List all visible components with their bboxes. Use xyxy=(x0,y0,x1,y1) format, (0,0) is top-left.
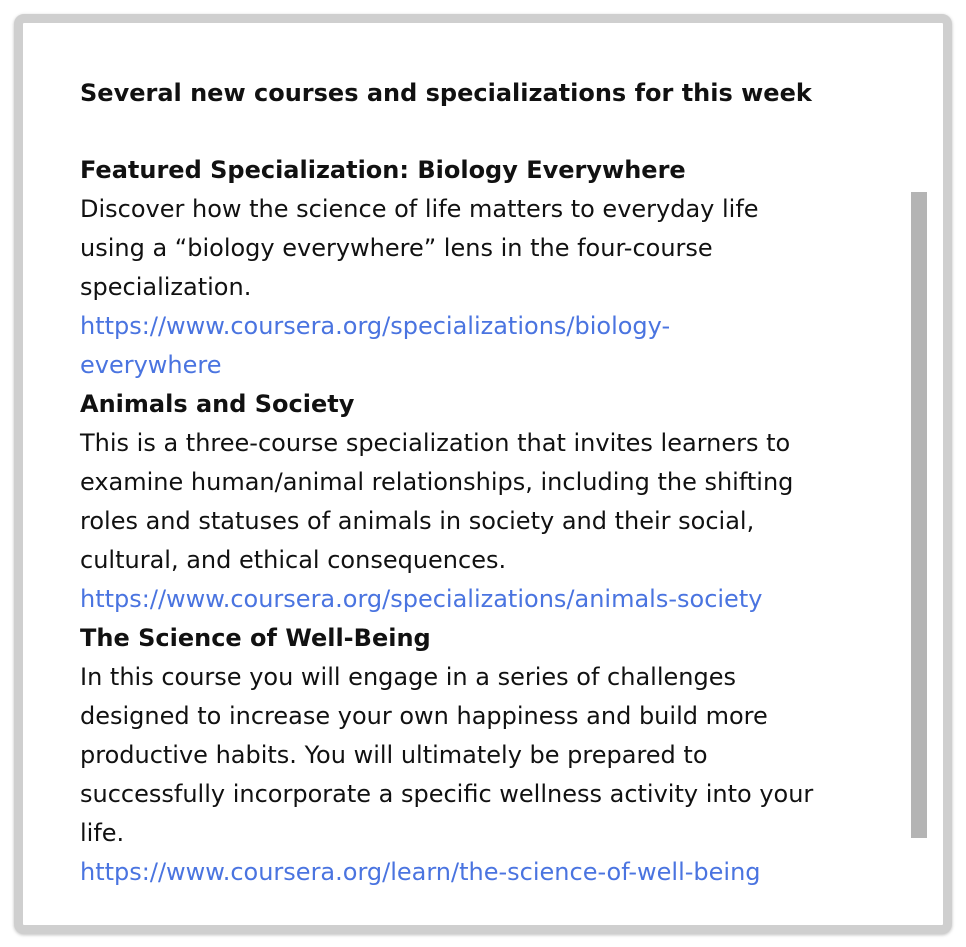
course-section-well-being xyxy=(80,619,880,892)
section-description: This is a three-course specialization that invites learners to examine human/animal relationships, including the shifting roles and statuses of animals in society and their social, cultural, and ethical consequences. xyxy=(80,429,794,574)
course-section-animals xyxy=(80,385,880,619)
course-section-biology xyxy=(80,151,880,385)
section-title: The Science of Well-Being xyxy=(80,624,431,652)
message-content xyxy=(80,74,880,892)
section-title: Featured Specialization: Biology Everywhere xyxy=(80,156,686,184)
course-link[interactable]: https://www.coursera.org/learn/the-science-of-well-being xyxy=(80,858,761,886)
course-link[interactable]: https://www.coursera.org/specializations/biology- everywhere xyxy=(80,312,671,379)
section-title: Animals and Society xyxy=(80,390,355,418)
course-link[interactable]: https://www.coursera.org/specializations/animals-society xyxy=(80,585,763,613)
message-headline: Several new courses and specializations for this week xyxy=(80,79,812,107)
scrollbar-thumb[interactable] xyxy=(911,192,927,838)
section-description: Discover how the science of life matters to everyday life using a “biology everywhere” lens in the four-course specialization. xyxy=(80,195,759,301)
section-description: In this course you will engage in a series of challenges designed to increase your own happiness and build more productive habits. You will ultimately be prepared to successfully incorporate a specific wellness activity into your life. xyxy=(80,663,814,847)
